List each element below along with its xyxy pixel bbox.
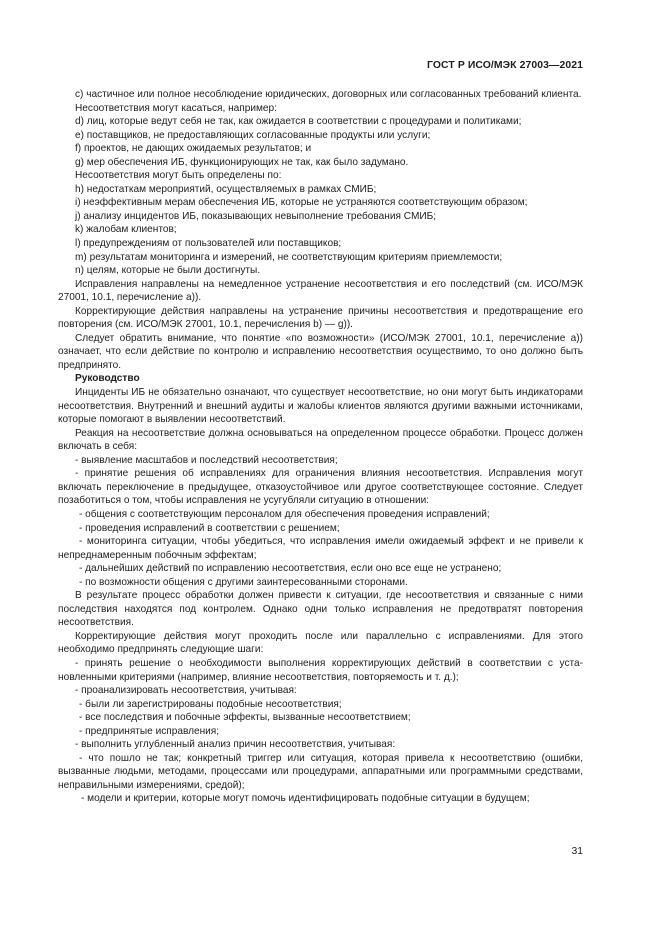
body-paragraph: - были ли зарегистрированы подобные несоответствия;: [79, 698, 342, 710]
body-paragraph: - что пошло не так; конкретный триггер или ситуация, которая привела к несоответствию (ошибки, вызванные людьми, методами, процессами или процедурами, аппаратными или программными средствами, неправильными измерениями, средой);: [58, 752, 583, 791]
body-paragraph: - дальнейших действий по исправлению несоответствия, если оно все еще не устранено;: [79, 563, 502, 575]
body-paragraph: - все последствия и побочные эффекты, вызванные несоответствием;: [79, 712, 411, 724]
body-paragraph: h) недостаткам мероприятий, осуществляемых в рамках СМИБ;: [75, 183, 377, 195]
body-paragraph: k) жалобам клиентов;: [75, 224, 177, 236]
document-code-header: ГОСТ Р ИСО/МЭК 27003—2021: [427, 60, 583, 71]
body-paragraph: Несоответствия могут быть определены по:: [75, 170, 282, 182]
body-paragraph: В результате процесс обработки должен привести к ситуации, где несоответствия и связанные с ними последствия находятся под контролем. Однако одни только исправления не предотвратят повторения несоответствия.: [58, 590, 583, 629]
body-paragraph: n) целям, которые не были достигнуты.: [75, 265, 261, 277]
body-paragraph: - выполнить углубленный анализ причин несоответствия, учитывая:: [75, 739, 396, 751]
body-paragraph: d) лиц, которые ведут себя не так, как ожидается в соответствии с процедурами и политиками;: [75, 116, 522, 128]
body-paragraph: - выявление масштабов и последствий несоответствия;: [75, 454, 338, 466]
body-paragraph: e) поставщиков, не предоставляющих согласованные продукты или услуги;: [75, 129, 431, 141]
body-paragraph: f) проектов, не дающих ожидаемых результатов; и: [75, 143, 312, 155]
body-paragraph: Исправления направлены на немедленное устранение несоответствия и его последствий (см. ИСО/МЭК 27001, 10.1, перечисление а)).: [58, 278, 583, 304]
body-paragraph: Несоответствия могут касаться, например:: [75, 102, 277, 114]
body-paragraph: Реакция на несоответствие должна основываться на определенном процессе обработки. Процесс должен включать в себя:: [58, 427, 583, 453]
body-paragraph: Корректирующие действия направлены на устранение причины несоответствия и предотвращение его повторения (см. ИСО/МЭК 27001, 10.1, перечисления b) — g)).: [58, 305, 583, 331]
body-paragraph: j) анализу инцидентов ИБ, показывающих невыполнение требования СМИБ;: [75, 210, 437, 222]
section-heading: Руководство: [75, 373, 140, 385]
body-paragraph: l) предупреждениям от пользователей или поставщиков;: [75, 238, 342, 250]
body-paragraph: Инциденты ИБ не обязательно означают, что существует несоответствие, но они могут быть индикаторами несоответствия. Внутренний и внешний аудиты и жалобы клиентов являются другими важными источниками, которые помогают в выявлении несоответствий.: [58, 387, 583, 426]
document-body: [58, 88, 583, 806]
body-paragraph: - проанализировать несоответствия, учитывая:: [75, 685, 297, 697]
body-paragraph: g) мер обеспечения ИБ, функционирующих не так, как было задумано.: [75, 156, 409, 168]
page-number: 31: [571, 846, 583, 857]
body-paragraph: - принять решение о необходимости выполнения корректирующих действий в соответствии с установленными критериями (например, влияние несоответствия, повторяемость и т. д.);: [58, 657, 583, 683]
body-paragraph: Корректирующие действия могут проходить после или параллельно с исправлениями. Для этого необходимо предпринять следующие шаги:: [58, 630, 583, 656]
body-paragraph: c) частичное или полное несоблюдение юридических, договорных или согласованных требований клиента.: [75, 89, 582, 100]
body-paragraph: Следует обратить внимание, что понятие «по возможности» (ИСО/МЭК 27001, 10.1, перечисление а)) означает, что если действие по контролю и исправлению несоответствия осуществимо, то оно должно быть предпринято.: [58, 332, 583, 371]
body-paragraph: - предпринятые исправления;: [79, 725, 220, 737]
body-paragraph: - по возможности общения с другими заинтересованными сторонами.: [79, 576, 408, 588]
body-paragraph: - принятие решения об исправлениях для ограничения влияния несоответствия. Исправления могут включать переключение в предыдущее, отказоустойчивое или другое соответствующее состояние. Следует позаботиться о том, чтобы исправления не усугубляли ситуацию в отношении:: [58, 468, 583, 507]
body-paragraph: m) результатам мониторинга и измерений, не соответствующим критериям приемлемости;: [75, 251, 503, 263]
body-paragraph: - проведения исправлений в соответствии с решением;: [79, 522, 340, 534]
body-paragraph: i) неэффективным мерам обеспечения ИБ, которые не устраняются соответствующим образом;: [75, 197, 528, 209]
body-paragraph: - мониторинга ситуации, чтобы убедиться, что исправления имели ожидаемый эффект и не привели к непреднамеренным побочным эффектам;: [58, 536, 583, 561]
body-paragraph: - общения с соответствующим персоналом для обеспечения проведения исправлений;: [79, 508, 490, 520]
body-paragraph: - модели и критерии, которые могут помочь идентифицировать подобные ситуации в будущем;: [81, 793, 530, 805]
